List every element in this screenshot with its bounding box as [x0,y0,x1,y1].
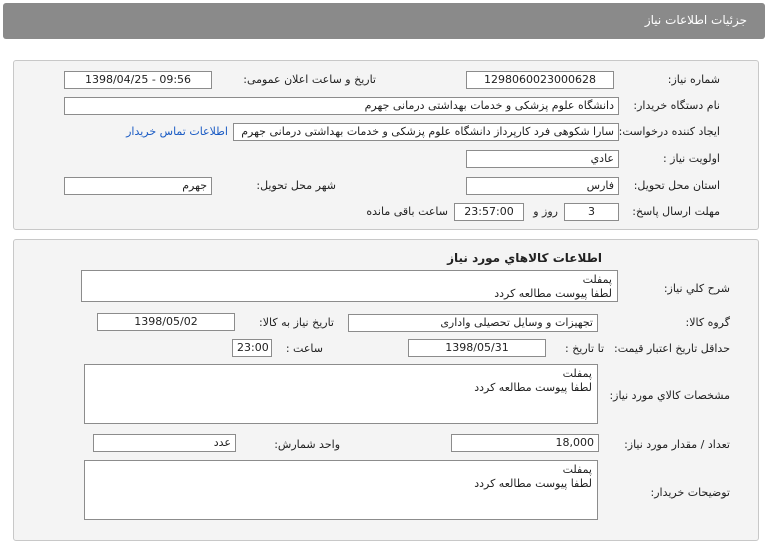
priority-label: اولویت نیاز : [662,152,720,165]
creator-field: سارا شکوهی فرد کارپرداز دانشگاه علوم پزشکی و خدمات بهداشتی درمانی جهرم [233,123,619,141]
need-number-field: 1298060023000628 [466,71,614,89]
goods-group-field: تجهیزات و وسایل تحصیلی واداری [348,314,598,332]
summary-line-1: پمفلت [582,273,612,286]
unit-label: واحد شمارش: [274,438,340,451]
remaining-label: ساعت باقی مانده [366,205,448,218]
until-date-field: 1398/05/31 [408,339,546,357]
buyer-notes-label: توضیحات خریدار: [650,486,730,499]
min-validity-label: حداقل تاریخ اعتبار قیمت: [614,342,730,355]
province-label: استان محل تحویل: [633,179,720,192]
city-field: جهرم [64,177,212,195]
specs-line-1: پمفلت [562,367,592,380]
title-bar [3,3,765,39]
deadline-days-field: 3 [564,203,619,221]
time-label: ساعت : [285,342,323,355]
days-word: روز و [533,205,558,218]
announce-date-field: 1398/04/25 - 09:56 [64,71,212,89]
creator-label: ایجاد کننده درخواست: [618,125,720,138]
deadline-time-field: 23:57:00 [454,203,524,221]
need-date-field: 1398/05/02 [97,313,235,331]
province-field: فارس [466,177,619,195]
unit-field: عدد [93,434,236,452]
buyer-notes-line-2: لطفا پیوست مطالعه کردد [474,477,592,490]
buyer-org-label: نام دستگاه خریدار: [633,99,720,112]
specs-line-2: لطفا پیوست مطالعه کردد [474,381,592,394]
announce-date-label: تاریخ و ساعت اعلان عمومی: [243,73,376,86]
goods-section-title: اطلاعات کالاهاي مورد نياز [447,251,602,265]
quantity-field: 18,000 [451,434,599,452]
specs-label: مشخصات کالاي مورد نياز: [609,389,730,402]
time-field: 23:00 [232,339,272,357]
until-date-label: تا تاریخ : [565,342,604,355]
city-label: شهر محل تحویل: [256,179,336,192]
summary-line-2: لطفا پیوست مطالعه کردد [494,287,612,300]
summary-label: شرح کلي نياز: [663,282,730,295]
contact-buyer-link[interactable]: اطلاعات تماس خریدار [126,125,228,138]
summary-field [81,270,618,302]
buyer-org-field: دانشگاه علوم پزشکی و خدمات بهداشتی درمانی جهرم [64,97,619,115]
page-title: جزئیات اطلاعات نیاز [644,13,747,27]
buyer-notes-field [84,460,598,520]
priority-field: عادي [466,150,619,168]
need-number-label: شماره نیاز: [667,73,720,86]
deadline-label: مهلت ارسال پاسخ: [632,205,720,218]
buyer-notes-line-1: پمفلت [562,463,592,476]
goods-group-label: گروه کالا: [685,316,730,329]
quantity-label: تعداد / مقدار مورد نیاز: [624,438,730,451]
specs-field [84,364,598,424]
need-date-label: تاریخ نیاز به کالا: [259,316,334,329]
